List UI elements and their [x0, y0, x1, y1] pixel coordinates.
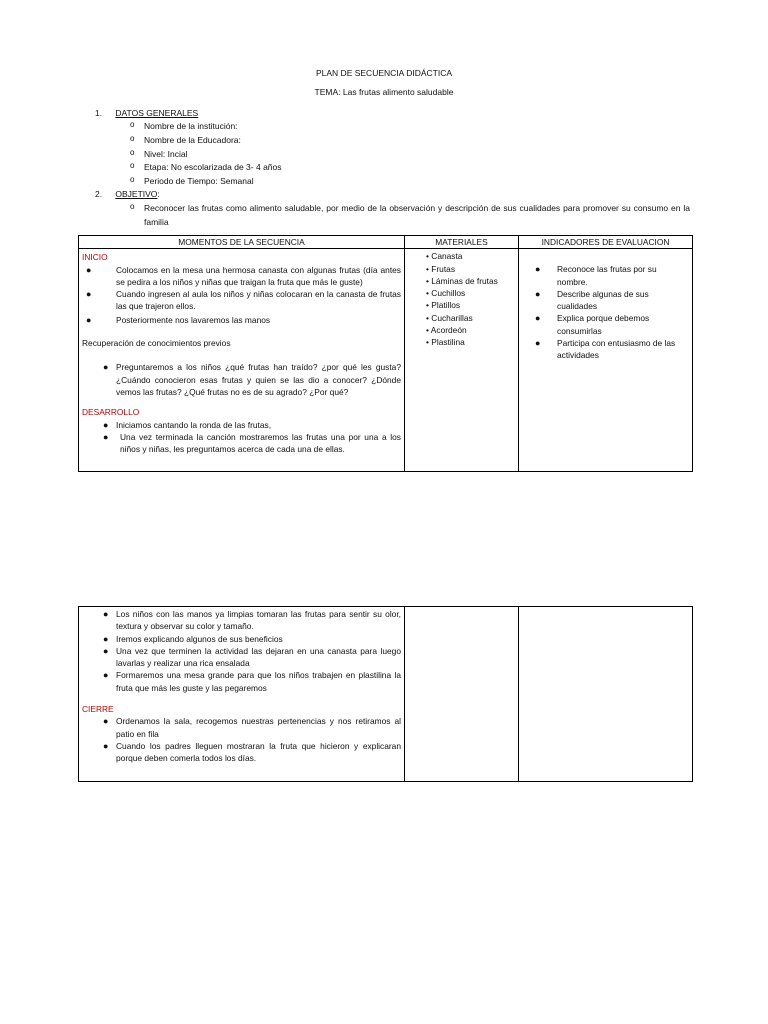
section-number: 2. [95, 189, 103, 199]
list-item: ● Una vez terminada la canción mostraremos las frutas una por una a los niños y niñas, les preguntamos acerca de cada una de ellas. [103, 431, 401, 455]
plan-table [78, 235, 693, 472]
section-datos-generales [95, 108, 198, 118]
list-item: • Láminas de frutas [426, 275, 498, 286]
list-item: ● Reconoce las frutas por su nombre. [535, 264, 657, 287]
list-item: • Plastilina [426, 337, 465, 348]
inicio-label: INICIO [82, 252, 108, 263]
section-title: DATOS GENERALES [115, 108, 199, 118]
objetivo-text: Reconocer las frutas como alimento saludable, por medio de la observación y descripción de sus cualidades para promover su consumo en la familia [144, 203, 690, 227]
recuperacion-label: Recuperación de conocimientos previos [82, 338, 231, 349]
section-number: 1. [95, 108, 103, 118]
document-topic: TEMA: Las frutas alimento saludable [314, 87, 454, 97]
list-item: ● Posteriormente nos lavaremos las manos [86, 314, 271, 325]
list-item: ● Cuando ingresen al aula los niños y niñas colocaran en la canasta de frutas las que trajeron ellos. [86, 289, 401, 312]
materiales-cell-empty [405, 607, 519, 782]
list-item: • Cuchillos [426, 288, 466, 299]
header-indicadores: INDICADORES DE EVALUACION [519, 236, 693, 249]
header-momentos: MOMENTOS DE LA SECUENCIA [79, 236, 405, 249]
list-item: ● Iniciamos cantando la ronda de las frutas, [103, 419, 272, 430]
list-item: ● Formaremos una mesa grande para que los niños trabajen en plastilina la fruta que más les guste y las pegaremos [103, 670, 401, 693]
list-item: ● Iremos explicando algunos de sus beneficios [103, 633, 283, 644]
desarrollo-label: DESARROLLO [82, 407, 140, 418]
list-item: • Frutas [426, 263, 456, 274]
list-item: ● Ordenamos la sala, recogemos nuestras pertenencias y nos retiramos al patio en fila [103, 716, 401, 739]
materiales-list [405, 249, 518, 348]
section-objetivo: 2. OBJETIVO: [95, 189, 160, 199]
objetivo-bullet: o [130, 202, 135, 211]
list-item: ● Los niños con las manos ya limpias tomaran las frutas para sentir su olor, textura y observar su color y tamaño. [103, 609, 401, 632]
section-title: OBJETIVO [115, 189, 158, 199]
header-materiales: MATERIALES [405, 236, 519, 249]
list-item: ● Colocamos en la mesa una hermosa canasta con algunas frutas (día antes se pedira a los niños y niñas que traigan la fruta que más le guste) [86, 264, 401, 287]
indicadores-cell-empty [519, 607, 693, 782]
list-item: • Platillos [426, 300, 461, 311]
list-item: ● Participa con entusiasmo de las actividades [535, 338, 676, 361]
list-item: ● Una vez que terminen la actividad las dejaran en una canasta para luego lavarlas y realizar una rica ensalada [103, 645, 401, 669]
indicadores-list [519, 249, 692, 361]
list-item: ● Explica porque debemos consumirlas [535, 313, 650, 336]
plan-table-continued [78, 606, 693, 782]
list-item: ● Cuando los padres lleguen mostraran la fruta que hicieron y explicaran porque deben comerla todos los días. [103, 740, 401, 764]
list-item: ● Describe algunas de sus cualidades [535, 288, 649, 312]
cierre-label: CIERRE [82, 704, 114, 715]
list-item: • Canasta [426, 251, 463, 262]
list-item: ● Preguntaremos a los niños ¿qué frutas han traído? ¿por qué les gusta? ¿Cuándo conocieron esas frutas y quien se las dio a conocer? ¿Dónde vemos las frutas? ¿Qué frutas no es de su agrado? ¿Por qué? [103, 362, 401, 397]
list-item: • Acordeón [426, 325, 467, 336]
list-item: • Cucharillas [426, 312, 473, 323]
document-title: PLAN DE SECUENCIA DIDÁCTICA [315, 68, 453, 78]
